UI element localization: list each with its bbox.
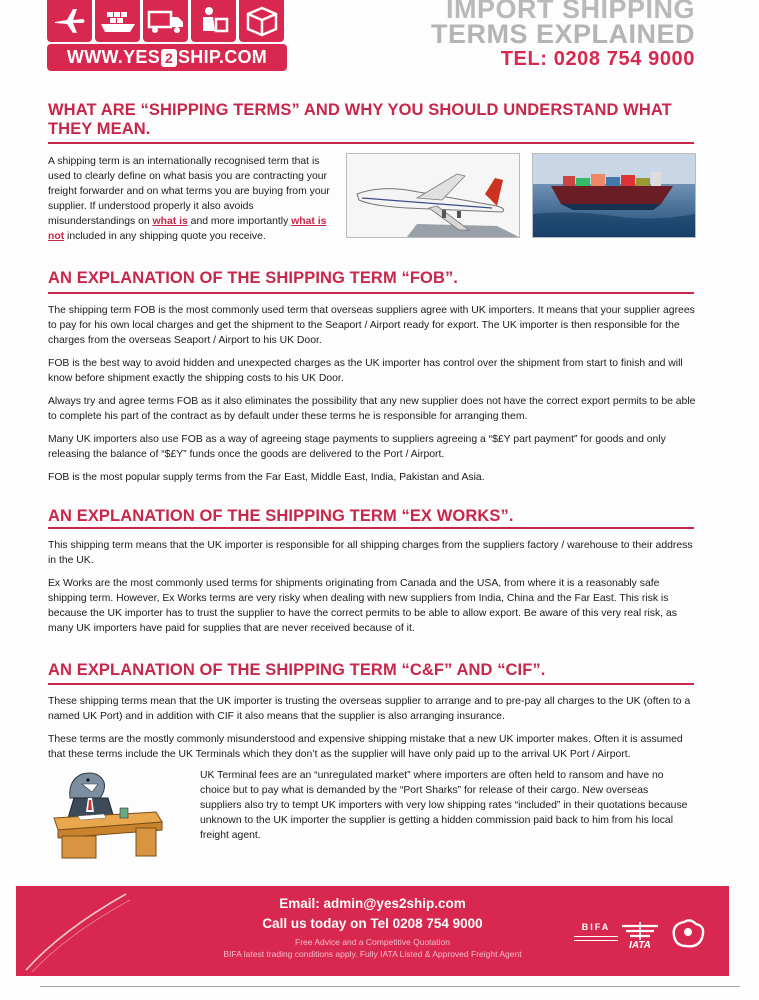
what-is-not-highlight: what is not: [48, 216, 327, 242]
header-phone[interactable]: TEL: 0208 754 9000: [500, 48, 695, 70]
fob-paragraph: Many UK importers also use FOB as a way of agreeing stage payments to suppliers agreeing a “$£Y part payment” for goods and only releasing the balance of “$£Y” funds once the goods are delivered to the Port / Airport.: [48, 434, 666, 460]
box-icon: [239, 0, 284, 42]
cf-cif-body: [48, 694, 700, 770]
fob-paragraph: FOB is the most popular supply terms from the Far East, Middle East, India, Pakistan and Asia.: [48, 472, 485, 483]
fob-paragraph: FOB is the best way to avoid hidden and unexpected charges as the UK importer has control over the shipment from start to finish and will know before shipment exactly the shipping costs to his UK Door.: [48, 358, 683, 384]
fob-paragraph: The shipping term FOB is the most commonly used term that overseas suppliers agree with UK importers. It means that your supplier agrees to pay for his own local charges and get the shipment to the Seaport / Airport ready for export. The UK importer is then responsible for the charges from the overseas Seaport / Airport to his UK Door.: [48, 305, 695, 346]
url-number: 2: [161, 49, 177, 67]
url-prefix: WWW.YES: [66, 47, 160, 67]
fob-body: [48, 303, 700, 493]
exworks-paragraph: Ex Works are the most commonly used terms for shipments originating from Canada and the USA, from where it is a reasonably safe shipping term. However, Ex Works terms are very risky when dealing with new suppliers from India, China and the Far East. This risk is because the UK importer has to trust the supplier to have the correct permits to be able to allow export. Be aware of this very real risk, as many UK importers have paid for supplies that are never received because of it.: [48, 578, 677, 634]
exworks-paragraph: This shipping term means that the UK importer is responsible for all shipping charges from the suppliers factory / warehouse to their address in the UK.: [48, 540, 693, 566]
page-bottom-edge: [40, 986, 740, 987]
bifa-logo: BIFA: [581, 922, 611, 932]
fob-divider: [48, 292, 694, 294]
iata-logo: IATA: [629, 940, 651, 951]
airplane-photo: [346, 153, 520, 238]
fob-paragraph: Always try and agree terms FOB as it also eliminates the possibility that any new supplier does not have the correct export permits to be able to complete his part of the contract as by default under these terms he is responsible for arranging them.: [48, 396, 696, 422]
truck-icon: [143, 0, 188, 42]
exworks-heading: AN EXPLANATION OF THE SHIPPING TERM “EX WORKS”.: [48, 507, 514, 525]
cf-cif-divider: [48, 683, 694, 685]
terminal-fees-text: UK Terminal fees are an “unregulated market” where importers are often held to ransom and have no choice but to pay what is demanded by the “Port Sharks” for release of their cargo. New overseas suppliers also try to tempt UK importers with very low shipping rates “included” in their quotations because unknown to the UK importer the supplier is getting a hidden commission paid back to him from his local freight agent.: [200, 770, 688, 841]
cf-cif-heading: AN EXPLANATION OF THE SHIPPING TERM “C&F” AND “CIF”.: [48, 661, 546, 679]
footer-phone[interactable]: Call us today on Tel 0208 754 9000: [262, 916, 483, 931]
container-ship-photo: [532, 153, 696, 238]
url-suffix: SHIP.COM: [178, 47, 268, 67]
what-is-highlight: what is: [152, 216, 188, 227]
page-title-line1: IMPORT SHIPPING: [445, 0, 695, 24]
footer-tagline: Free Advice and a Competitive Quotation: [295, 937, 450, 947]
plane-icon: [47, 0, 92, 42]
mascot-badge-icon: [668, 916, 708, 952]
website-url[interactable]: [47, 44, 287, 71]
fob-heading: AN EXPLANATION OF THE SHIPPING TERM “FOB”.: [48, 269, 458, 287]
shark-at-desk-illustration: [48, 768, 168, 860]
intro-text: A shipping term is an internationally recognised term that is used to clearly define on what basis you are contracting your freight forwarder and on what terms you are buying from your supplier. If understood properly it also avoids misunderstandings on what is and more importantly what is not included in any shipping quote you receive.: [48, 156, 330, 242]
bifa-logo-rule: [574, 936, 618, 937]
bifa-logo-rule: [574, 940, 618, 941]
exworks-body: [48, 538, 700, 644]
logo-icon-row: [47, 0, 287, 42]
intro-divider: [48, 142, 694, 144]
exworks-divider: [48, 527, 694, 529]
page-title-line2: TERMS EXPLAINED: [430, 19, 695, 49]
person-parcel-icon: [191, 0, 236, 42]
cf-cif-paragraph: These terms are the mostly commonly misunderstood and expensive shipping mistake that a new UK importer makes. Often it is assumed that these terms include the UK Terminals which they don’t as the supplier will have only paid up to the arrival UK Port / Airport.: [48, 734, 683, 760]
cf-cif-paragraph: These shipping terms mean that the UK importer is trusting the overseas supplier to arrange and to pre-pay all charges to the UK (often to a named UK Port) and in addition with CIF it also means that the supplier is also arranging insurance.: [48, 696, 691, 722]
footer-email[interactable]: Email: admin@yes2ship.com: [279, 896, 466, 911]
intro-heading: WHAT ARE “SHIPPING TERMS” AND WHY YOU SHOULD UNDERSTAND WHAT THEY MEAN.: [48, 101, 672, 138]
ship-icon: [95, 0, 140, 42]
contact-footer: [16, 886, 729, 976]
footer-accreditation: BIFA latest trading conditions apply. Fully IATA Listed & Approved Freight Agent: [223, 949, 522, 959]
